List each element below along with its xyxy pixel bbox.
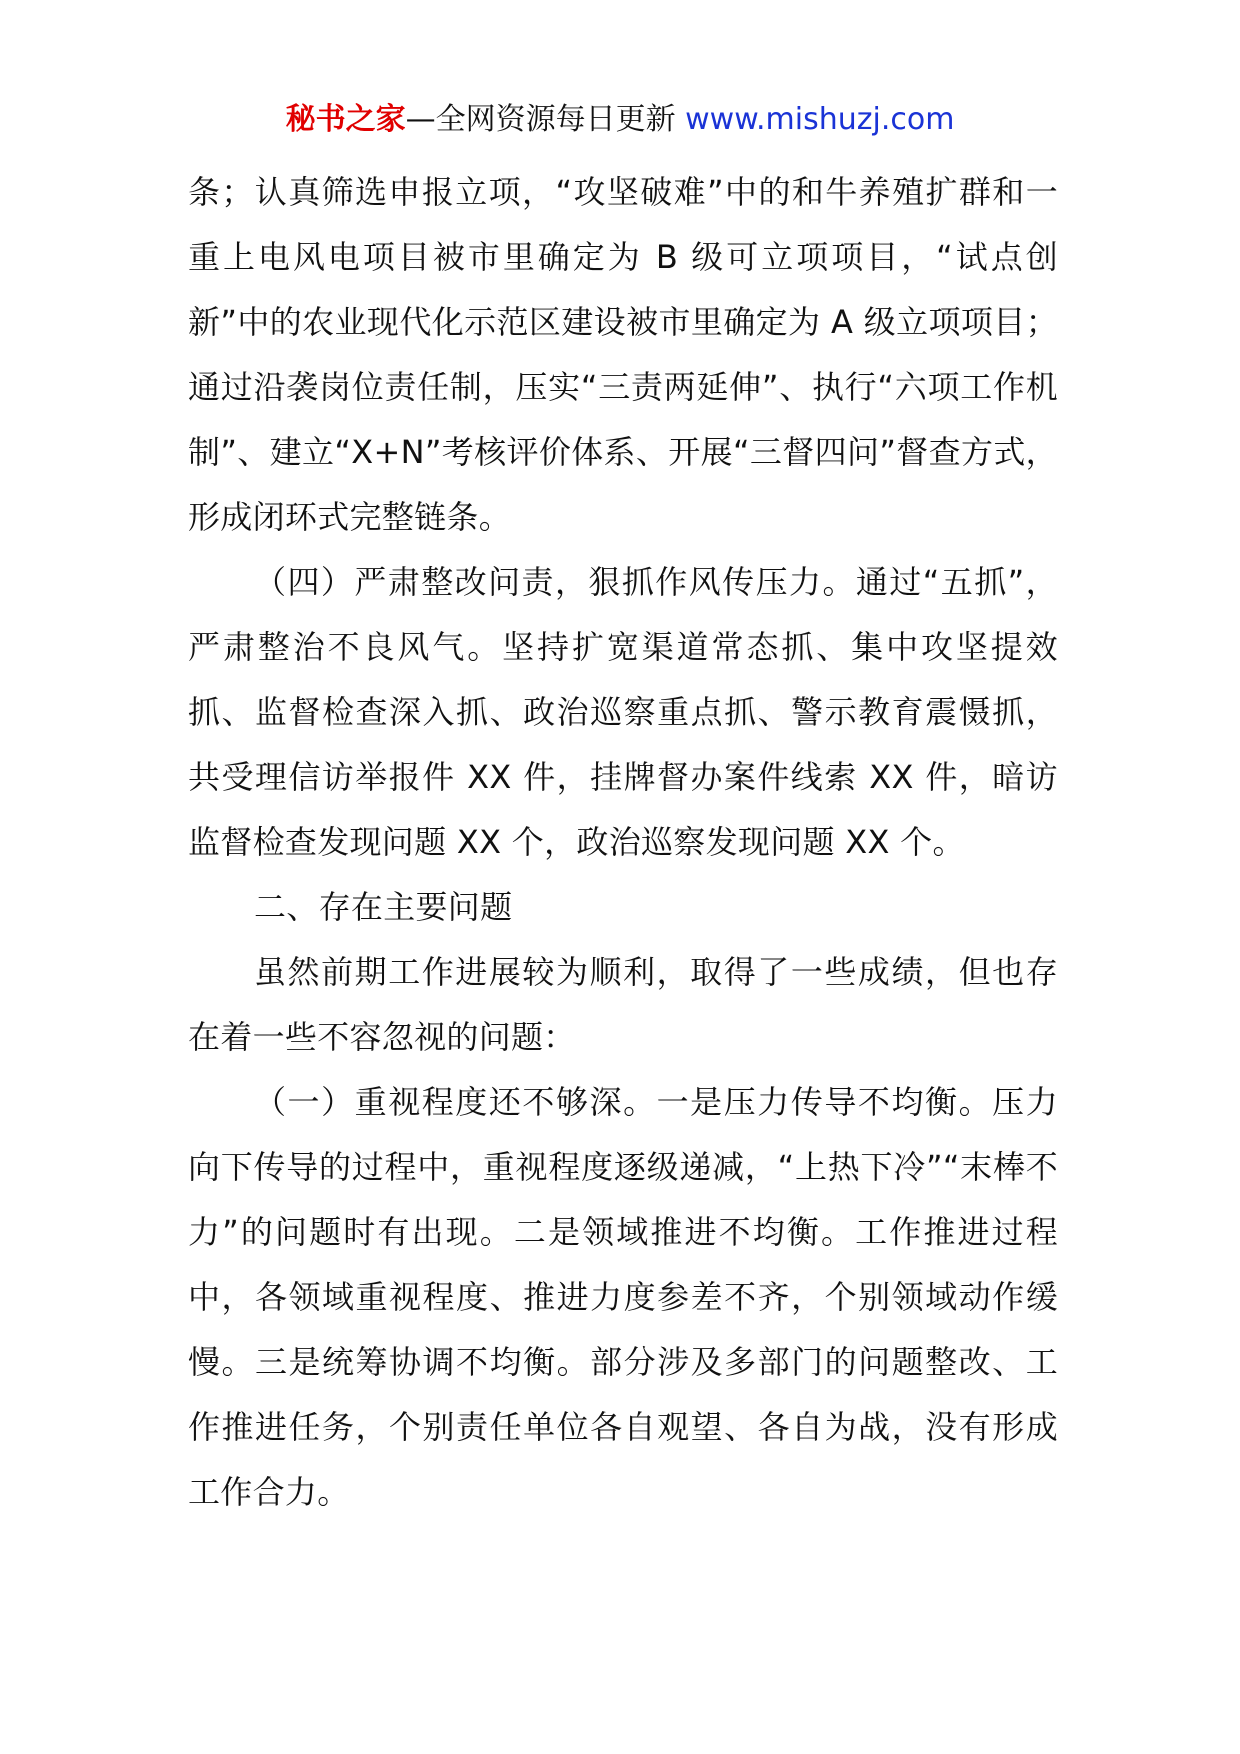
paragraph-problems-intro: 虽然前期工作进展较为顺利，取得了一些成绩，但也存在着一些不容忽视的问题：: [188, 953, 1058, 1056]
paragraph-problem-one: （一）重视程度还不够深。一是压力传导不均衡。压力向下传导的过程中，重视程度逐级递减，“上热下冷”“末棒不力”的问题时有出现。二是领域推进不均衡。工作推进过程中，各领域重视程度、推进力度参差不齐，个别领域动作缓慢。三是统筹协调不均衡。部分涉及多部门的问题整改、工作推进任务，个别责任单位各自观望、各自为战，没有形成工作合力。: [188, 1083, 1058, 1511]
site-header: [0, 100, 1240, 140]
paragraph-continuation: 条；认真筛选申报立项，“攻坚破难”中的和牛养殖扩群和一重上电风电项目被市里确定为 B 级可立项项目，“试点创新”中的农业现代化示范区建设被市里确定为 A 级立项项目；通过沿袭岗位责任制，压实“三责两延伸”、执行“六项工作机制”、建立“X+N”考核评价体系、开展“三督四问”督查方式，形成闭环式完整链条。: [188, 173, 1058, 536]
site-tagline: —全网资源每日更新: [405, 102, 676, 137]
section-heading-problems: 二、存在主要问题: [254, 888, 513, 926]
paragraph-section-four: （四）严肃整改问责，狠抓作风传压力。通过“五抓”，严肃整治不良风气。坚持扩宽渠道常态抓、集中攻坚提效抓、监督检查深入抓、政治巡察重点抓、警示教育震慑抓，共受理信访举报件 XX 件，挂牌督办案件线索 XX 件，暗访监督检查发现问题 XX 个，政治巡察发现问题 XX 个。: [188, 563, 1058, 861]
site-name: 秘书之家: [285, 102, 406, 137]
site-url-link[interactable]: www.mishuzj.com: [685, 102, 955, 137]
document-body: [188, 160, 1058, 1525]
